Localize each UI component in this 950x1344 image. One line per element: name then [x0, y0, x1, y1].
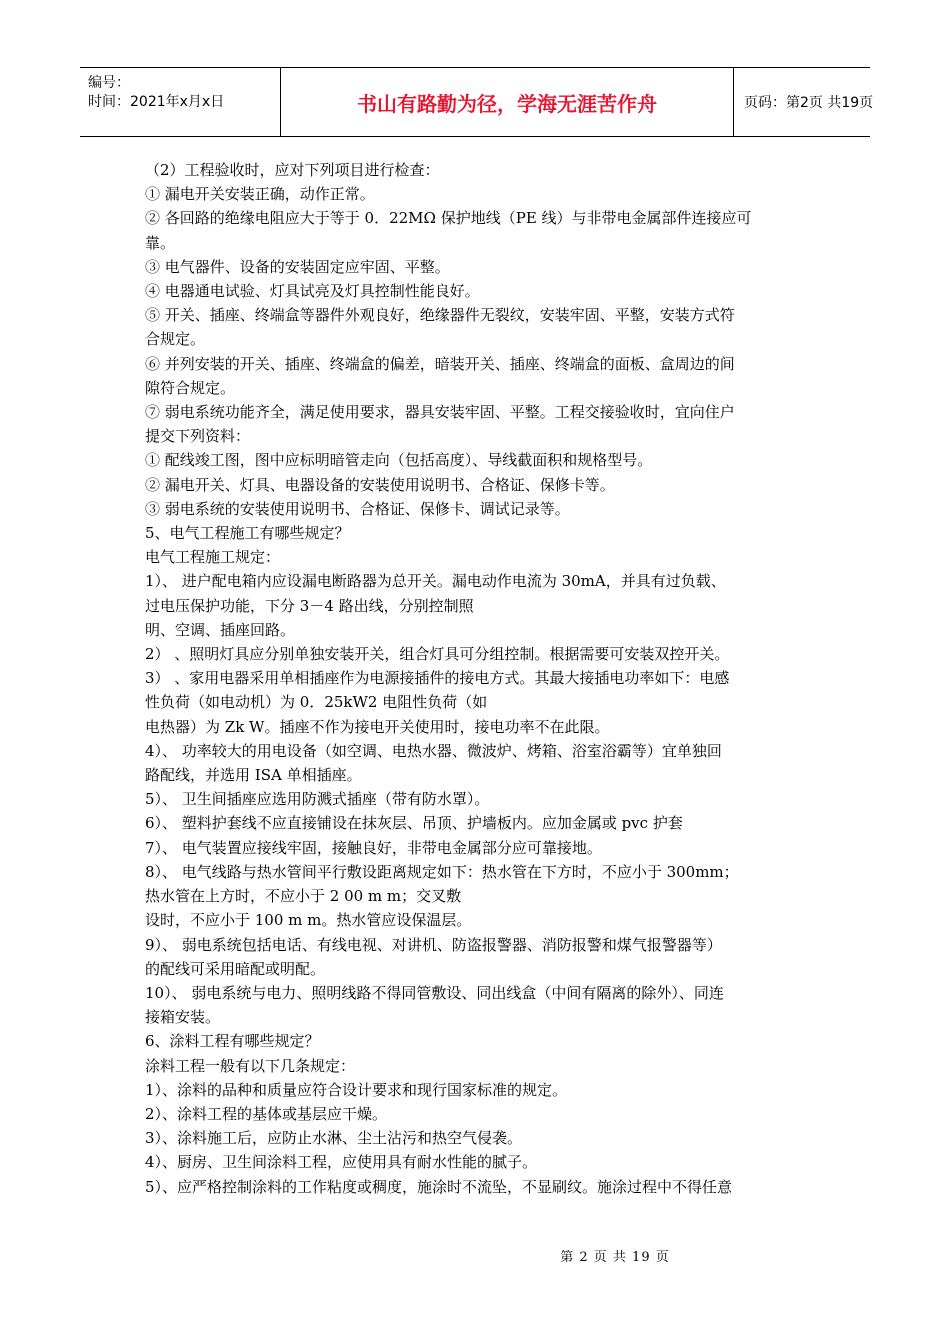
body-line: 5）、应严格控制涂料的工作粘度或稠度，施涂时不流坠，不显刷纹。施涂过程中不得任意 [145, 1177, 733, 1196]
body-line: 提交下列资料： [145, 427, 251, 446]
body-line: 过电压保护功能，下分 3－4 路出线，分别控制照 [145, 596, 474, 615]
body-line: 明、空调、插座回路。 [145, 620, 296, 639]
body-line: ② 各回路的绝缘电阻应大于等于 0．22MΩ 保护地线（PE 线）与非带电金属部件连接应可 [145, 209, 752, 228]
body-line: 4）、厨房、卫生间涂料工程，应使用具有耐水性能的腻子。 [145, 1153, 538, 1172]
page-footer [0, 1246, 950, 1265]
body-line: 接箱安装。 [145, 1008, 221, 1027]
body-line: 电热器）为 Zk W。插座不作为接电开关使用时，接电功率不在此限。 [145, 717, 610, 736]
body-line: ① 漏电开关安装正确，动作正常。 [145, 185, 375, 204]
body-line: 路配线，并选用 ISA 单相插座。 [145, 766, 362, 785]
body-line: 5）、 卫生间插座应选用防溅式插座（带有防水罩）。 [145, 790, 490, 809]
body-line: ② 漏电开关、灯具、电器设备的安装使用说明书、合格证、保修卡等。 [145, 475, 615, 494]
body-line: ⑤ 开关、插座、终端盒等器件外观良好，绝缘器件无裂纹，安装牢固、平整，安装方式符 [145, 306, 735, 325]
body-line: 6）、 塑料护套线不应直接铺设在抹灰层、吊顶、护墙板内。应加金属或 pvc 护套 [145, 814, 683, 833]
body-line: 的配线可采用暗配或明配。 [145, 959, 326, 978]
body-line: 7）、 电气装置应接线牢固，接触良好，非带电金属部分应可靠接地。 [145, 838, 602, 857]
body-line: ③ 弱电系统的安装使用说明书、合格证、保修卡、调试记录等。 [145, 499, 570, 518]
body-line: 9）、 弱电系统包括电话、有线电视、对讲机、防盗报警器、消防报警和煤气报警器等） [145, 935, 722, 954]
body-line: （2）工程验收时，应对下列项目进行检查： [145, 161, 440, 179]
body-line: 电气工程施工规定： [145, 548, 281, 567]
header-page-cell [734, 68, 874, 136]
header-number-label: 编号： [88, 75, 130, 91]
page-header [80, 67, 874, 137]
body-line: 1）、 进户配电箱内应设漏电断路器为总开关。漏电动作电流为 30mA，并具有过负载、 [145, 572, 726, 591]
body-line: 设时，不应小于 100 m m。热水管应设保温层。 [145, 911, 472, 930]
body-line: 合规定。 [145, 330, 206, 349]
body-line: 涂料工程一般有以下几条规定： [145, 1056, 356, 1075]
footer-page-number: 第 2 页 共 19 页 [560, 1250, 670, 1265]
header-meta [80, 68, 280, 136]
body-line: 6、涂料工程有哪些规定？ [145, 1032, 320, 1051]
header-page-info: 页码：第2页 共19页 [744, 95, 874, 111]
body-line: 3） 、家用电器采用单相插座作为电源接插件的接电方式。其最大接插电功率如下：电感 [145, 669, 730, 688]
body-line: 8）、 电气线路与热水管间平行敷设距离规定如下：热水管在下方时，不应小于 300mm； [145, 862, 739, 881]
body-line: 5、电气工程施工有哪些规定？ [145, 524, 350, 543]
body-line: 3）、涂料施工后，应防止水淋、尘土沾污和热空气侵袭。 [145, 1129, 523, 1148]
body-line: 2）、涂料工程的基体或基层应干燥。 [145, 1104, 388, 1123]
header-date-label: 时间：2021年x月x日 [88, 94, 225, 110]
body-line: 1）、涂料的品种和质量应符合设计要求和现行国家标准的规定。 [145, 1080, 568, 1099]
body-line: ⑥ 并列安装的开关、插座、终端盒的偏差，暗装开关、插座、终端盒的面板、盒周边的间 [145, 354, 735, 373]
body-line: 热水管在上方时，不应小于 2 00 m m；交叉敷 [145, 887, 462, 906]
document-body [145, 158, 813, 1199]
body-line: 10）、 弱电系统与电力、照明线路不得同管敷设、同出线盒（中间有隔离的除外）、同连 [145, 983, 724, 1002]
body-line: 4）、 功率较大的用电设备（如空调、电热水器、微波炉、烤箱、浴室浴霸等）宜单独回 [145, 741, 722, 760]
body-line: ④ 电器通电试验、灯具试亮及灯具控制性能良好。 [145, 282, 480, 301]
body-line: 2） 、照明灯具应分别单独安装开关，组合灯具可分组控制。根据需要可安装双控开关。 [145, 645, 730, 664]
body-line: 隙符合规定。 [145, 378, 236, 397]
header-motto: 书山有路勤为径，学海无涯苦作舟 [357, 91, 657, 116]
body-line: ① 配线竣工图，图中应标明暗管走向（包括高度）、导线截面积和规格型号。 [145, 451, 653, 470]
body-line: 性负荷（如电动机）为 0．25kW2 电阻性负荷（如 [145, 693, 488, 712]
body-line: 靠。 [145, 233, 176, 252]
body-line: ③ 电气器件、设备的安装固定应牢固、平整。 [145, 257, 450, 276]
body-line: ⑦ 弱电系统功能齐全，满足使用要求，器具安装牢固、平整。工程交接验收时，宜向住户 [145, 403, 735, 422]
header-motto-cell [280, 68, 734, 136]
